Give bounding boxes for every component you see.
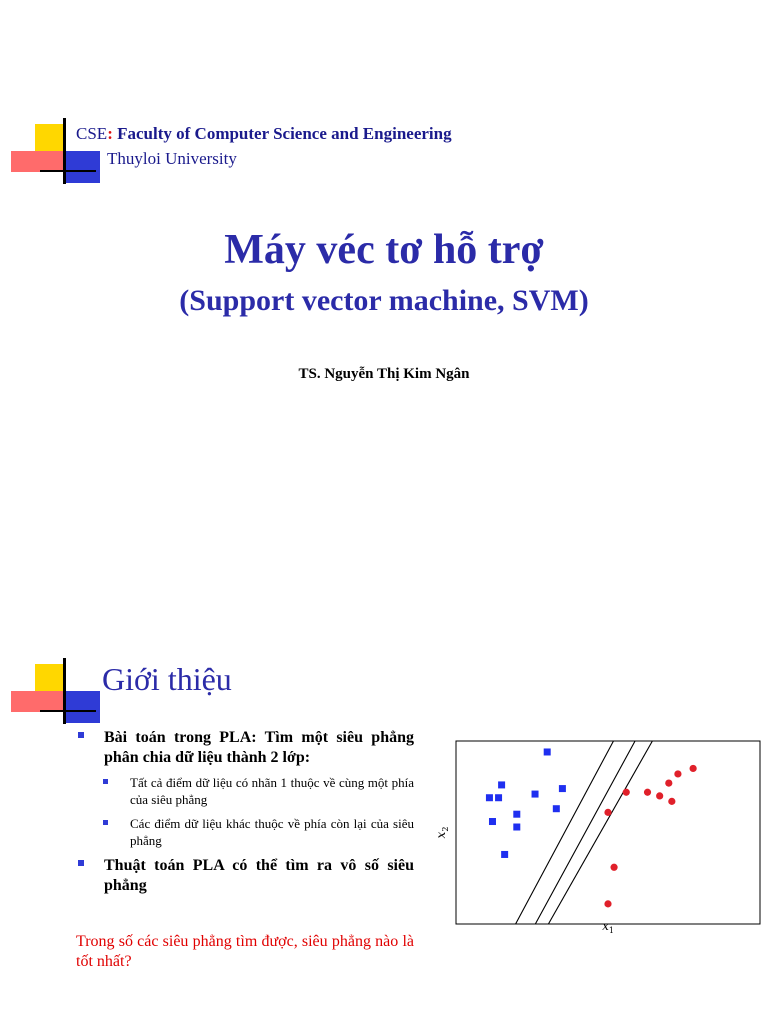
faculty-header [76, 124, 452, 144]
intro-slide [0, 640, 768, 1024]
red-circle-point [690, 765, 697, 772]
section-title: Giới thiệu [102, 661, 232, 697]
cse-abbr: CSE [76, 124, 108, 143]
faculty-name: Faculty of Computer Science and Engineering [112, 124, 452, 143]
red-circle-point [656, 792, 663, 799]
red-circle-point [623, 789, 630, 796]
blue-square-point [559, 785, 566, 792]
blue-square-point [495, 794, 502, 801]
red-circle-point [604, 809, 611, 816]
x-axis-label: $x_1$ [602, 919, 614, 935]
bullet-list [78, 728, 414, 902]
red-circle-point [665, 779, 672, 786]
blue-square-point [498, 781, 505, 788]
slide-title: Máy véc tơ hỗ trợ [224, 227, 544, 273]
cse-colon: : [107, 124, 113, 143]
red-circle-point [674, 770, 681, 777]
sub-bullet-item: Tất cả điểm dữ liệu có nhãn 1 thuộc về cùng một phía của siêu phẳng [78, 774, 414, 808]
y-axis-label: $x_2$ [434, 826, 450, 839]
plot-frame [456, 741, 760, 924]
slide-subtitle: (Support vector machine, SVM) [179, 284, 589, 317]
sub-bullet-item: Các điểm dữ liệu khác thuộc về phía còn lại của siêu phẳng [78, 815, 414, 849]
author-name: TS. Nguyễn Thị Kim Ngân [298, 366, 470, 382]
blue-square-point [513, 811, 520, 818]
bullet-item: Bài toán trong PLA: Tìm một siêu phẳng phân chia dữ liệu thành 2 lớp: [78, 728, 414, 768]
blue-square-point [486, 794, 493, 801]
bullet-item: Thuật toán PLA có thể tìm ra vô số siêu phẳng [78, 856, 414, 896]
blue-square-point [513, 824, 520, 831]
red-circle-point [668, 798, 675, 805]
blue-square-point [532, 791, 539, 798]
blue-square-point [544, 748, 551, 755]
red-circle-point [644, 789, 651, 796]
question-text: Trong số các siêu phẳng tìm được, siêu phẳng nào là tốt nhất? [76, 933, 414, 970]
university-name: Thuyloi University [107, 149, 237, 168]
red-circle-point [604, 900, 611, 907]
blue-square-point [553, 805, 560, 812]
red-circle-point [610, 864, 617, 871]
blue-square-point [489, 818, 496, 825]
scatter-plot [434, 736, 764, 935]
blue-square-point [501, 851, 508, 858]
